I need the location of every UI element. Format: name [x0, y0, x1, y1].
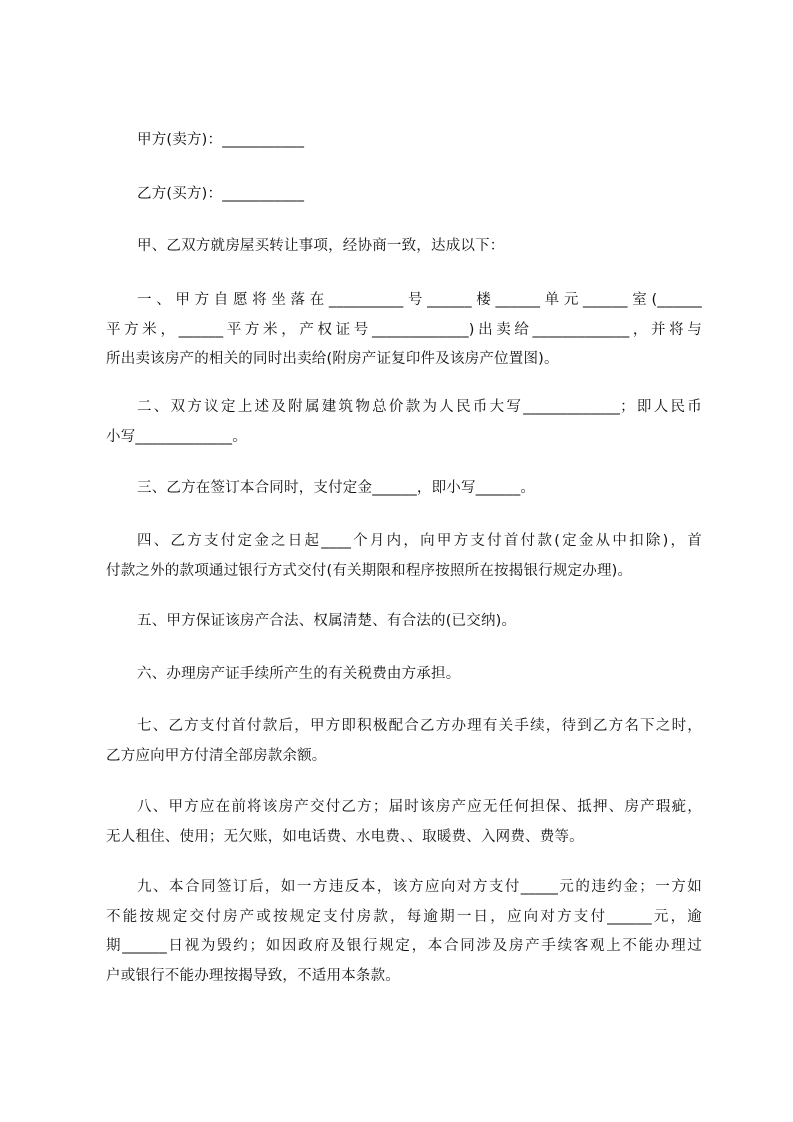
clause-5-text: 五、甲方保证该房产合法、权属清楚、有合法的(已交纳)。 — [137, 613, 517, 629]
clause-5 — [137, 607, 733, 637]
clause-9-line-4: 户或银行不能办理按揭导致，不适用本条款。 — [106, 967, 400, 984]
intro-paragraph — [137, 232, 733, 262]
clause-4-line-1: 四、乙方支付定金之日起____个月内，向甲方支付首付款(定金从中扣除)，首 — [137, 533, 702, 549]
intro-text: 甲、乙双方就房屋买转让事项，经协商一致，达成以下： — [137, 238, 505, 254]
clause-7 — [106, 712, 702, 771]
clause-2 — [106, 393, 702, 452]
clause-6 — [137, 660, 733, 690]
clause-2-line-1: 二、双方议定上述及附属建筑物总价款为人民币大写_____________；即人民币 — [137, 399, 702, 415]
clause-9-line-2: 不能按规定交付房产或按规定支付房款，每逾期一日，应向对方支付______元，逾 — [106, 908, 702, 925]
clause-4 — [106, 527, 702, 586]
clause-9-line-1: 九、本合同签订后，如一方违反本，该方应向对方支付_____元的违约金；一方如 — [137, 879, 702, 895]
clause-7-line-1: 七、乙方支付首付款后，甲方即积极配合乙方办理有关手续，待到乙方名下之时， — [137, 718, 702, 734]
clause-8-line-2: 无人租住、使用；无欠账，如电话费、水电费、、取暖费、入网费、费等。 — [106, 828, 584, 845]
clause-1 — [106, 286, 702, 375]
clause-3 — [137, 474, 733, 504]
party-a-text: 甲方(卖方)：___________ — [137, 132, 305, 148]
clause-8-line-1: 八、甲方应在前将该房产交付乙方；届时该房产应无任何担保、抵押、房产瑕疵， — [137, 799, 702, 815]
clause-4-line-2: 付款之外的款项通过银行方式交付(有关期限和程序按照所在按揭银行规定办理)。 — [106, 562, 633, 579]
clause-1-line-3: 所出卖该房产的相关的同时出卖给(附房产证复印件及该房产位置图)。 — [106, 351, 559, 367]
clause-9-line-3: 期______日视为毁约；如因政府及银行规定，本合同涉及房产手续客观上不能办理过 — [106, 938, 702, 954]
clause-9 — [106, 873, 702, 991]
party-b-text: 乙方(买方)：___________ — [137, 186, 305, 202]
clause-1-line-1: 一、甲方自愿将坐落在__________号______楼______单元______室(______ — [137, 292, 702, 308]
party-a-line — [137, 126, 733, 156]
clause-7-line-2: 乙方应向甲方付清全部房款余额。 — [106, 747, 327, 764]
clause-3-text: 三、乙方在签订本合同时，支付定金______，即小写______。 — [137, 480, 536, 496]
clause-1-line-2: 平方米，______平方米，产权证号_____________)出卖给_____________，并将与 — [106, 321, 702, 338]
clause-8 — [106, 793, 702, 852]
clause-2-line-2: 小写_____________。 — [106, 428, 247, 445]
clause-6-text: 六、办理房产证手续所产生的有关税费由方承担。 — [137, 666, 461, 682]
party-b-line — [137, 180, 733, 210]
